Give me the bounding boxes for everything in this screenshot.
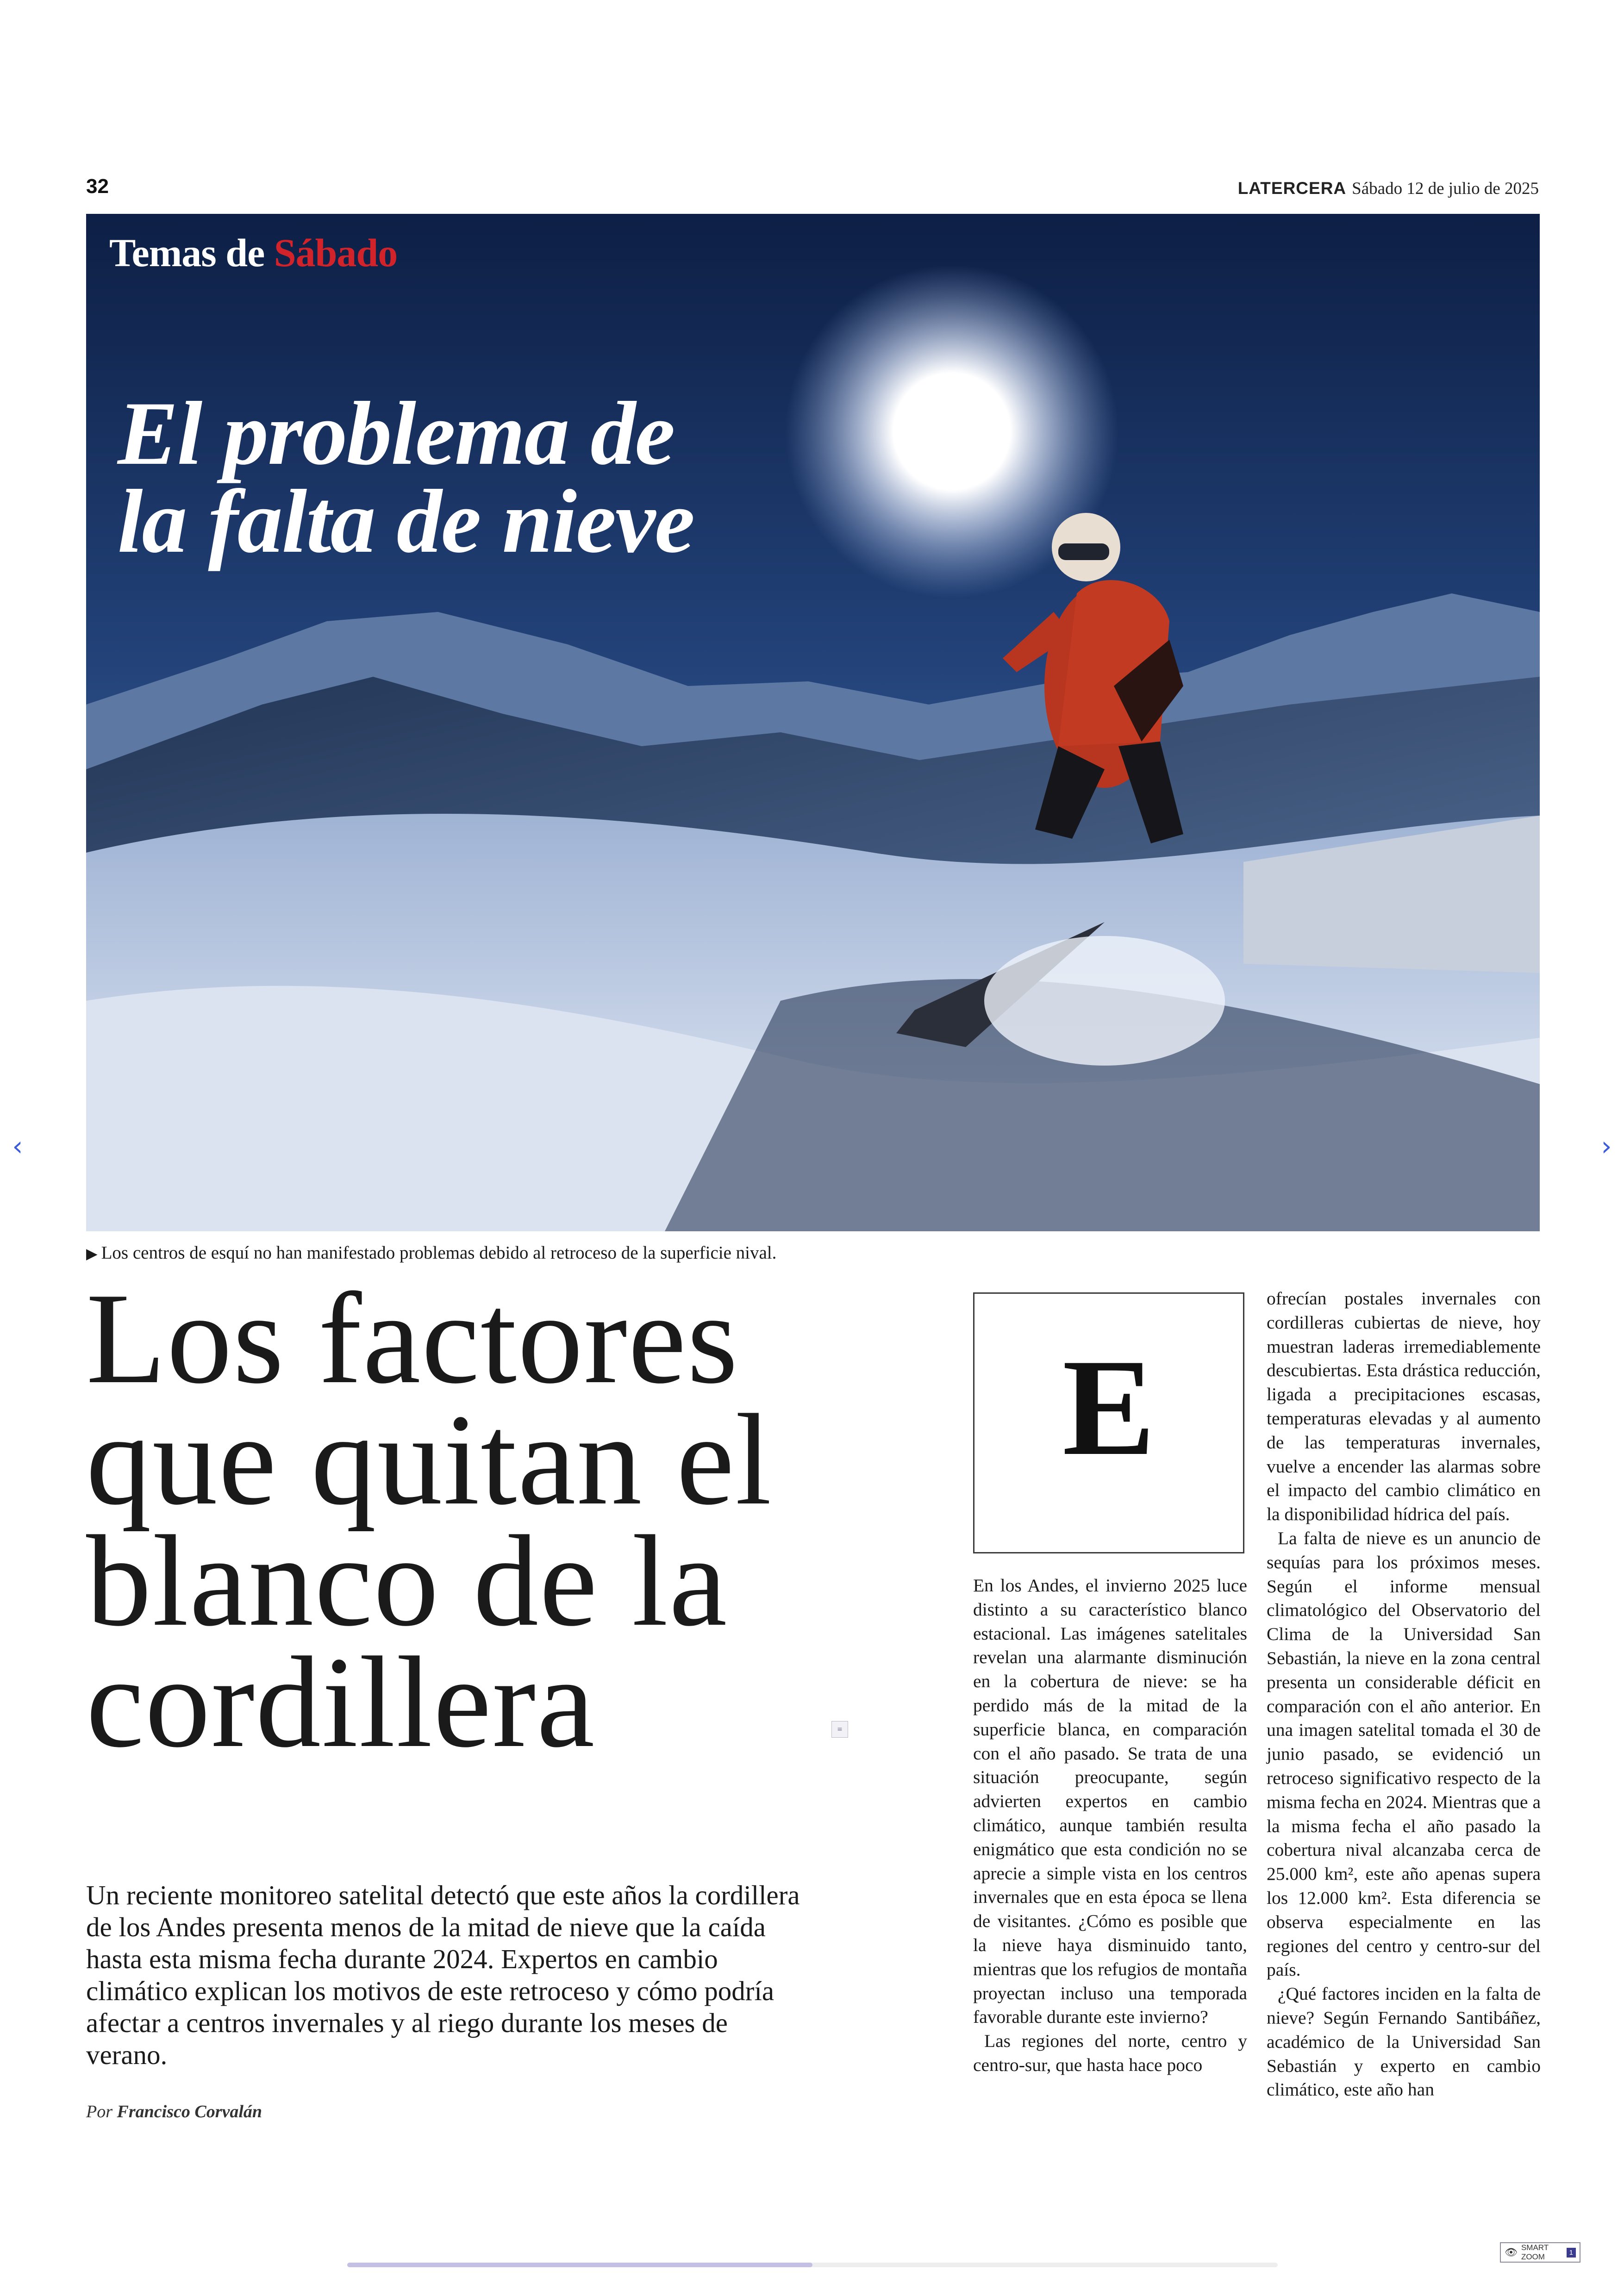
headline-line-1: Los factores <box>86 1266 739 1410</box>
hero-title-line-2: la falta de nieve <box>118 471 694 572</box>
byline-author: Francisco Corvalán <box>117 2102 262 2121</box>
hero-title <box>118 383 905 572</box>
headline-line-2: que quitan el <box>86 1387 773 1532</box>
byline-prefix: Por <box>86 2102 112 2121</box>
body-paragraph: ¿Qué factores inciden en la falta de nieve? Según Fernando Santibáñez, académico de la Universidad San Sebastián y experto en cambio climático, este año han <box>1267 1983 1541 2100</box>
snowboarder-illustration <box>86 214 1540 1231</box>
body-paragraph: La falta de nieve es un anuncio de sequías para los próximos meses. Según el informe mensual climatológico del Observatorio del Clima de la Universidad San Sebastián, la nieve en la zona central presenta un considerable déficit en comparación con el año anterior. En una imagen satelital tomada el 30 de junio pasado, se evidenció un retroceso significativo respecto de la misma fecha en 2024. Mientras que a la misma fecha el año pasado la cobertura nival alcanzaba cerca de 25.000 km², este año apenas supera los 12.000 km². Esta diferencia se observa especialmente en las regiones del centro y centro-sur del país. <box>1267 1528 1541 1980</box>
smart-zoom-button[interactable] <box>1500 2242 1580 2263</box>
next-page-icon[interactable]: › <box>1601 1130 1612 1162</box>
annotation-note-icon[interactable]: ≡ <box>831 1721 848 1738</box>
photo-caption <box>86 1242 776 1263</box>
reading-progress-fill <box>347 2263 812 2267</box>
body-paragraph: Las regiones del norte, centro y centro-sur, que hasta hace poco <box>973 2031 1247 2075</box>
issue-date: Sábado 12 de julio de 2025 <box>1352 179 1539 198</box>
masthead <box>1238 179 1539 199</box>
smart-zoom-label: SMART ZOOM <box>1521 2243 1549 2261</box>
body-column-2 <box>1267 1287 1541 2102</box>
body-paragraph: ofrecían postales invernales con cordilleras cubiertas de nieve, hoy muestran laderas irremediablemente descubiertas. Esta drástica reducción, ligada a precipitaciones escasas, temperaturas elevadas y al aumento de las temperaturas invernales, vuelve a encender las alarmas sobre el impacto del cambio climático en la disponibilidad hídrica del país. <box>1267 1288 1541 1525</box>
page-count-badge: 1 <box>1567 2248 1576 2258</box>
caption-arrow-icon: ▶ <box>86 1245 98 1262</box>
body-paragraph: En los Andes, el invierno 2025 luce distinto a su característico blanco estacional. Las imágenes satelitales revelan una alarmante disminución en la cobertura de nieve: se ha perdido más de la mitad de la superficie blanca, en comparación con el año pasado. Se trata de una situación preocupante, según advierten expertos en cambio climático, aunque también resulta enigmático que esta condición no se aprecie a simple vista en los centros invernales que en esta época se llena de visitantes. ¿Cómo es posible que la nieve haya disminuido tanto, mientras que los refugios de montaña proyectan incluso una temporada favorable durante este invierno? <box>973 1575 1247 2027</box>
hero-title-line-1: El problema de <box>118 383 675 484</box>
byline <box>86 2102 262 2122</box>
caption-text: Los centros de esquí no han manifestado problemas debido al retroceso de la superficie nival. <box>101 1243 777 1263</box>
headline-line-4: cordillera <box>86 1630 596 1774</box>
article-headline <box>86 1266 827 1774</box>
headline-line-3: blanco de la <box>86 1509 728 1653</box>
section-label <box>109 230 397 276</box>
section-label-accent: Sábado <box>274 231 398 275</box>
page-number: 32 <box>86 175 109 198</box>
brand-name: LATERCERA <box>1237 179 1347 198</box>
previous-page-icon[interactable]: ‹ <box>12 1130 23 1162</box>
dropcap-letter: E <box>1062 1330 1156 1484</box>
body-column-1 <box>973 1574 1247 2077</box>
eye-icon: 👁 <box>1505 2246 1518 2258</box>
hero-photo <box>86 214 1540 1231</box>
section-label-prefix: Temas de <box>109 231 274 275</box>
article-deck: Un reciente monitoreo satelital detectó que este años la cordillera de los Andes presenta menos de la mitad de nieve que la caída hasta esta misma fecha durante 2024. Expertos en cambio climático explican los motivos de este retroceso y cómo podría afectar a centros invernales y al riego durante los meses de verano. <box>86 1880 800 2070</box>
